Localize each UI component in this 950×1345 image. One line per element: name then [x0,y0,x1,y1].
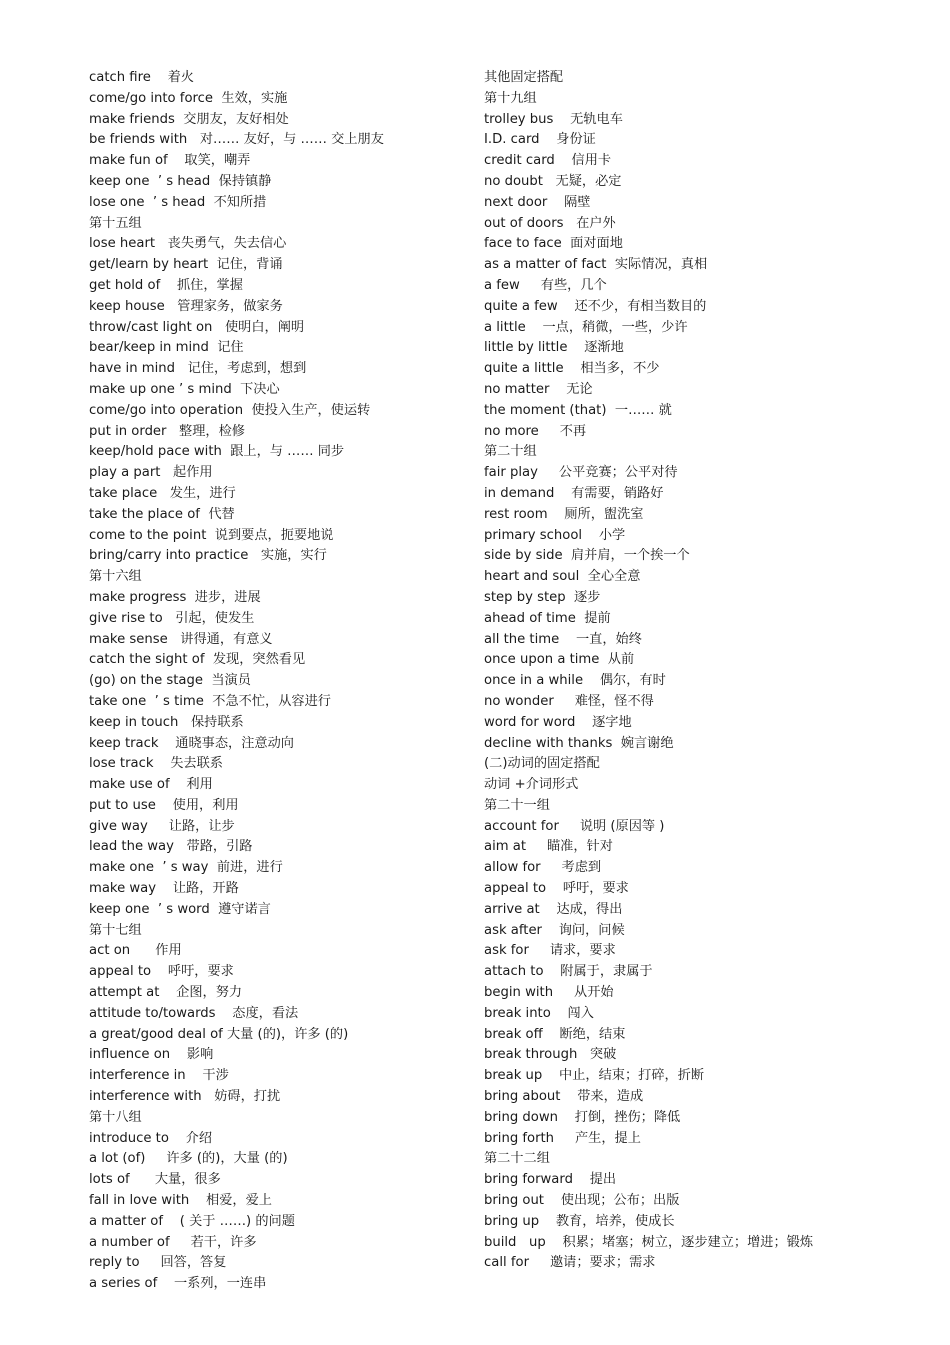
phrase-entry: give way 让路，让步 [89,818,235,834]
phrase-entry: out of doors 在户外 [484,215,616,231]
phrase-entry: attempt at 企图，努力 [89,985,243,1001]
phrase-entry: rest room 厕所，盥洗室 [484,506,644,522]
phrase-entry: a great/good deal of 大量 (的)，许多 (的) [89,1026,349,1042]
phrase-entry: lose track 失去联系 [89,756,223,772]
phrase-entry: allow for 考虑到 [484,860,602,876]
phrase-entry: put to use 使用，利用 [89,797,239,813]
phrase-entry: lose heart 丧失勇气，失去信心 [89,236,287,252]
phrase-entry: keep in touch 保持联系 [89,714,244,730]
phrase-entry: bear/keep in mind 记住 [89,340,244,356]
phrase-entry: a matter of ( 关于 ……) 的问题 [89,1213,295,1229]
group-heading: (二)动词的固定搭配 [484,756,600,772]
phrase-entry: lots of 大量，很多 [89,1172,221,1188]
phrase-entry: begin with 从开始 [484,985,614,1001]
phrase-entry: make fun of 取笑，嘲弄 [89,153,251,169]
phrase-entry: face to face 面对面地 [484,236,623,252]
phrase-entry: take one ’ s time 不急不忙，从容进行 [89,693,331,709]
phrase-entry: a few 有些，几个 [484,277,607,293]
phrase-entry: catch the sight of 发现，突然看见 [89,652,306,668]
phrase-entry: in demand 有需要，销路好 [484,485,664,501]
phrase-entry: once in a while 偶尔，有时 [484,673,666,689]
group-heading: 其他固定搭配 [484,70,564,85]
phrase-entry: make up one ’ s mind 下决心 [89,381,280,397]
phrase-entry: lose one ’ s head 不知所措 [89,194,267,210]
phrase-entry: primary school 小学 [484,527,626,543]
right-column [484,68,844,1274]
phrase-entry: a little 一点，稍微，一些，少许 [484,319,688,335]
phrase-entry: break up 中止，结束；打碎，折断 [484,1068,705,1084]
phrase-entry: make sense 讲得通，有意义 [89,631,273,647]
phrase-entry: no wonder 难怪，怪不得 [484,693,654,709]
phrase-entry: quite a few 还不少，有相当数目的 [484,298,707,314]
group-heading: 第十八组 [89,1109,142,1125]
phrase-entry: get hold of 抓住，掌握 [89,277,243,293]
phrase-entry: word for word 逐字地 [484,714,632,730]
group-heading: 第十九组 [484,90,537,106]
phrase-entry: be friends with 对…… 友好，与 …… 交上朋友 [89,132,384,148]
phrase-entry: ahead of time 提前 [484,610,611,626]
phrase-entry: keep one ’ s head 保持镇静 [89,173,272,189]
phrase-entry: decline with thanks 婉言谢绝 [484,735,674,751]
phrase-entry: arrive at 达成，得出 [484,901,623,917]
phrase-entry: little by little 逐渐地 [484,340,624,356]
phrase-entry: bring about 带来，造成 [484,1089,644,1105]
phrase-entry: make way 让路，开路 [89,881,239,897]
group-heading: 第二十组 [484,444,537,460]
phrase-entry: (go) on the stage 当演员 [89,673,251,689]
phrase-entry: bring out 使出现；公布；出版 [484,1193,680,1209]
phrase-entry: make friends 交朋友，友好相处 [89,111,289,127]
phrase-entry: bring/carry into practice 实施，实行 [89,548,327,564]
group-heading: 第二十二组 [484,1151,550,1167]
phrase-entry: fall in love with 相爱，爱上 [89,1193,272,1209]
phrase-entry: next door 隔壁 [484,194,591,210]
phrase-entry: quite a little 相当多，不少 [484,361,660,377]
phrase-entry: get/learn by heart 记住，背诵 [89,257,283,273]
phrase-entry: keep track 通晓事态，注意动向 [89,735,294,751]
phrase-entry: bring down 打倒，挫伤；降低 [484,1109,681,1125]
phrase-entry: introduce to 介绍 [89,1130,213,1146]
phrase-entry: break through 突破 [484,1047,617,1063]
phrase-entry: fair play 公平竞赛；公平对待 [484,465,678,481]
phrase-entry: aim at 瞄准，针对 [484,839,613,855]
phrase-entry: no doubt 无疑，必定 [484,173,622,189]
phrase-entry: act on 作用 [89,943,182,959]
phrase-entry: play a part 起作用 [89,465,213,481]
phrase-entry: appeal to 呼吁，要求 [89,964,234,980]
phrase-entry: ask after 询问，问候 [484,922,625,938]
phrase-entry: as a matter of fact 实际情况，真相 [484,257,708,273]
phrase-entry: I.D. card 身份证 [484,132,596,148]
group-heading: 第十七组 [89,922,142,938]
phrase-entry: keep house 管理家务，做家务 [89,298,283,314]
phrase-entry: have in mind 记住，考虑到，想到 [89,361,307,377]
phrase-entry: give rise to 引起，使发生 [89,610,255,626]
group-heading: 第十六组 [89,569,142,585]
phrase-entry: interference with 妨碍，打扰 [89,1089,281,1105]
phrase-entry: keep/hold pace with 跟上，与 …… 同步 [89,444,345,460]
phrase-entry: attach to 附属于，隶属于 [484,964,653,980]
phrase-entry: interference in 干涉 [89,1068,229,1084]
phrase-entry: call for 邀请；要求；需求 [484,1255,656,1271]
phrase-entry: put in order 整理，检修 [89,423,245,439]
phrase-entry: build up 积累；堵塞；树立，逐步建立；增进；锻炼 [484,1234,814,1250]
phrase-entry: lead the way 带路，引路 [89,839,253,855]
phrase-entry: come to the point 说到要点，扼要地说 [89,527,334,543]
phrase-entry: a series of 一系列，一连串 [89,1276,267,1292]
phrase-entry: throw/cast light on 使明白，阐明 [89,319,305,335]
group-heading: 动词 +介词形式 [484,777,579,793]
phrase-entry: make one ’ s way 前进，进行 [89,860,283,876]
phrase-entry: come/go into force 生效，实施 [89,90,288,106]
phrase-entry: make progress 进步，进展 [89,589,261,605]
phrase-entry: break off 断绝，结束 [484,1026,626,1042]
phrase-entry: bring forth 产生，提上 [484,1130,641,1146]
phrase-entry: catch fire 着火 [89,70,194,85]
phrase-entry: heart and soul 全心全意 [484,569,641,585]
phrase-entry: come/go into operation 使投入生产，使运转 [89,402,371,418]
phrase-entry: a lot (of) 许多 (的)，大量 (的) [89,1151,288,1167]
phrase-entry: once upon a time 从前 [484,652,635,668]
group-heading: 第十五组 [89,215,142,231]
left-column [89,68,469,1295]
phrase-entry: step by step 逐步 [484,589,601,605]
phrase-entry: a number of 若干，许多 [89,1234,257,1250]
group-heading: 第二十一组 [484,797,550,813]
phrase-entry: all the time 一直，始终 [484,631,642,647]
phrase-entry: side by side 肩并肩，一个挨一个 [484,548,690,564]
phrase-entry: take the place of 代替 [89,506,235,522]
phrase-entry: break into 闯入 [484,1005,594,1021]
phrase-entry: credit card 信用卡 [484,153,612,169]
phrase-entry: ask for 请求，要求 [484,943,616,959]
phrase-entry: bring forward 提出 [484,1172,617,1188]
phrase-entry: reply to 回答，答复 [89,1255,227,1271]
phrase-entry: keep one ’ s word 遵守诺言 [89,901,271,917]
phrase-entry: no more 不再 [484,423,587,439]
phrase-entry: the moment (that) 一…… 就 [484,402,672,418]
phrase-entry: make use of 利用 [89,777,213,793]
phrase-entry: attitude to/towards 态度，看法 [89,1005,299,1021]
phrase-entry: trolley bus 无轨电车 [484,111,623,127]
phrase-entry: take place 发生，进行 [89,485,236,501]
phrase-entry: account for 说明 (原因等 ) [484,818,665,834]
phrase-entry: bring up 教育，培养，使成长 [484,1213,675,1229]
phrase-entry: influence on 影响 [89,1047,214,1063]
phrase-entry: no matter 无论 [484,381,593,397]
phrase-entry: appeal to 呼吁，要求 [484,881,629,897]
